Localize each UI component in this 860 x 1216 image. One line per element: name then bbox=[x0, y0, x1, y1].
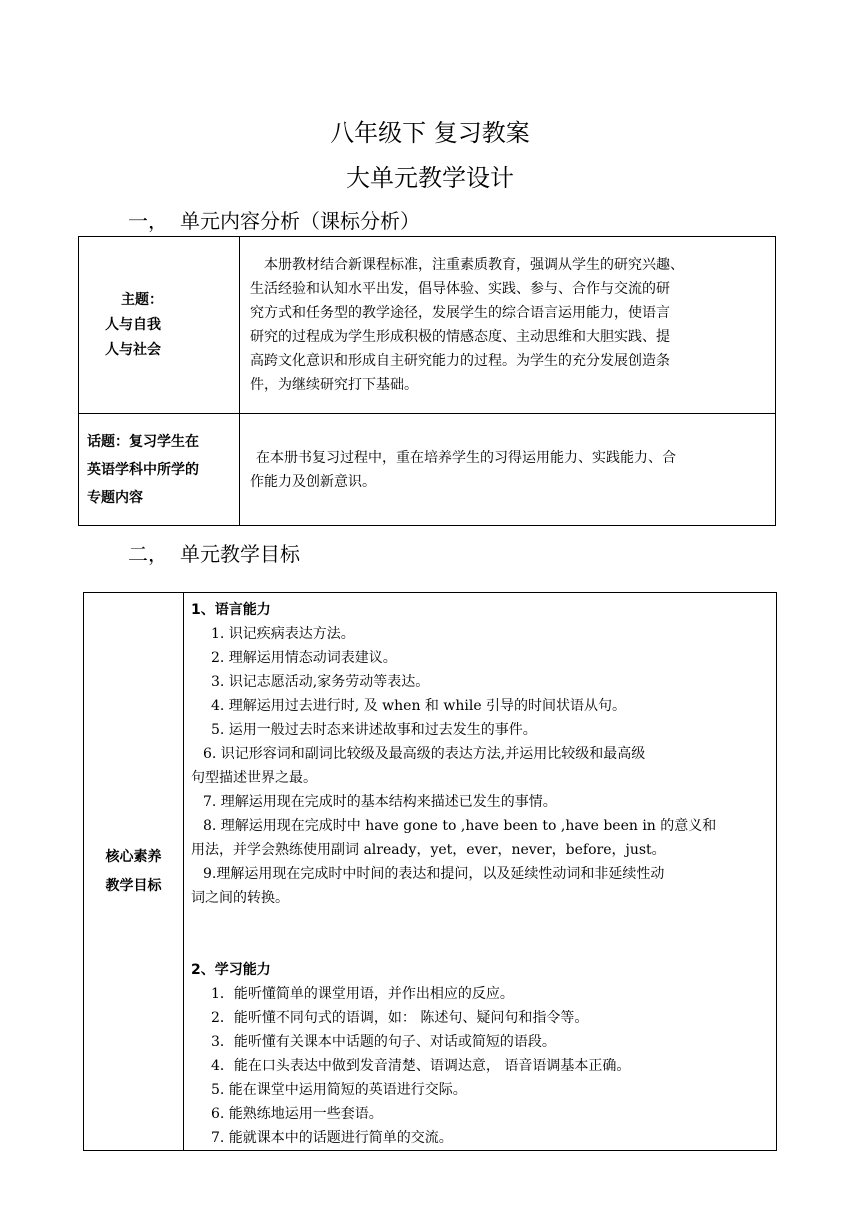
subject-label-line: 话题：复习学生在 bbox=[87, 433, 199, 450]
goal-line: 9.理解运用现在完成时中时间的表达和提问，以及延续性动词和非延续性动 bbox=[203, 866, 665, 882]
goals-content-cell bbox=[184, 593, 777, 1151]
goal-line bbox=[191, 934, 776, 958]
text-line: 高跨文化意识和形成自主研究能力的过程。为学生的充分发展创造条 bbox=[250, 353, 670, 369]
section-title: 单元内容分析（课标分析） bbox=[180, 209, 420, 233]
goal-group-heading: 1、语言能力 bbox=[191, 602, 271, 618]
goal-group-heading: 2、学习能力 bbox=[191, 962, 271, 978]
goal-line: 3．能听懂有关课本中话题的句子、对话或简短的语段。 bbox=[211, 1034, 556, 1050]
text-line: 在本册书复习过程中，重在培养学生的习得运用能力、实践能力、合 bbox=[256, 449, 676, 466]
text-line: 件，为继续研究打下基础。 bbox=[250, 377, 418, 393]
subject-label-line: 英语学科中所学的 bbox=[87, 461, 199, 478]
goal-line: 1．能听懂简单的课堂用语，并作出相应的反应。 bbox=[211, 986, 514, 1002]
topic-label-line: 主题： bbox=[121, 291, 163, 308]
goal-line: 句型描述世界之最。 bbox=[191, 770, 317, 786]
topic-label-line: 人与社会 bbox=[105, 341, 161, 358]
section-number: 一， bbox=[128, 209, 168, 233]
goals-label-cell bbox=[84, 593, 184, 1151]
goal-line: 2. 理解运用情态动词表建议。 bbox=[211, 650, 397, 666]
goal-line: 5. 运用一般过去时态来讲述故事和过去发生的事件。 bbox=[211, 722, 537, 738]
topic-label-cell bbox=[79, 237, 240, 414]
content-analysis-table bbox=[78, 236, 776, 526]
text-line: 究方式和任务型的教学途径，发展学生的综合语言运用能力，使语言 bbox=[250, 305, 670, 321]
table-row bbox=[79, 237, 776, 414]
goals-label-line: 核心素养 bbox=[105, 848, 162, 865]
goals-label-line: 教学目标 bbox=[105, 877, 162, 894]
subject-label-line: 专题内容 bbox=[87, 489, 143, 506]
goals-lines bbox=[184, 593, 776, 1150]
subject-label-cell bbox=[79, 414, 240, 526]
goal-line: 4. 理解运用过去进行时, 及 when 和 while 引导的时间状语从句。 bbox=[211, 698, 627, 714]
table-row bbox=[79, 414, 776, 526]
goal-line: 6. 能熟练地运用一些套语。 bbox=[211, 1106, 383, 1122]
text-line: 作能力及创新意识。 bbox=[250, 473, 376, 490]
goal-line: 7. 能就课本中的话题进行简单的交流。 bbox=[211, 1130, 453, 1146]
goal-line bbox=[191, 910, 776, 934]
goal-line: 8. 理解运用现在完成时中 have gone to ,have been to ,have been in 的意义和 bbox=[203, 818, 717, 834]
document-subtitle: 大单元教学设计 bbox=[346, 164, 514, 192]
section-number: 二， bbox=[128, 542, 168, 566]
goal-line: 用法，并学会熟练使用副词 already，yet，ever，never，before，just。 bbox=[191, 842, 666, 858]
goal-line: 词之间的转换。 bbox=[191, 890, 289, 906]
teaching-goals-table bbox=[83, 592, 777, 1151]
goal-line: 3. 识记志愿活动,家务劳动等表达。 bbox=[211, 674, 430, 690]
section-heading-1 bbox=[128, 205, 420, 234]
text-line: 生活经验和认知水平出发，倡导体验、实践、参与、合作与交流的研 bbox=[250, 281, 670, 297]
goal-line: 1. 识记疾病表达方法。 bbox=[211, 626, 355, 642]
subject-content-cell bbox=[240, 414, 776, 526]
text-line: 本册教材结合新课程标准，注重素质教育，强调从学生的研究兴趣、 bbox=[264, 257, 684, 273]
topic-label-line: 人与自我 bbox=[105, 316, 161, 333]
document-title: 八年级下 复习教案 bbox=[330, 119, 530, 147]
goal-line: 6. 识记形容词和副词比较级及最高级的表达方法,并运用比较级和最高级 bbox=[203, 746, 646, 762]
goal-line: 5. 能在课堂中运用简短的英语进行交际。 bbox=[211, 1082, 467, 1098]
text-line: 研究的过程成为学生形成积极的情感态度、主动思维和大胆实践、提 bbox=[250, 329, 670, 345]
goal-line: 4．能在口头表达中做到发音清楚、语调达意， 语音语调基本正确。 bbox=[211, 1058, 631, 1074]
goal-line: 7. 理解运用现在完成时的基本结构来描述已发生的事情。 bbox=[203, 794, 557, 810]
goal-line: 2．能听懂不同句式的语调，如： 陈述句、疑问句和指令等。 bbox=[211, 1010, 589, 1026]
table-row bbox=[84, 593, 777, 1151]
section-heading-2 bbox=[128, 538, 300, 567]
section-title: 单元教学目标 bbox=[180, 542, 300, 566]
topic-content-cell bbox=[240, 237, 776, 414]
